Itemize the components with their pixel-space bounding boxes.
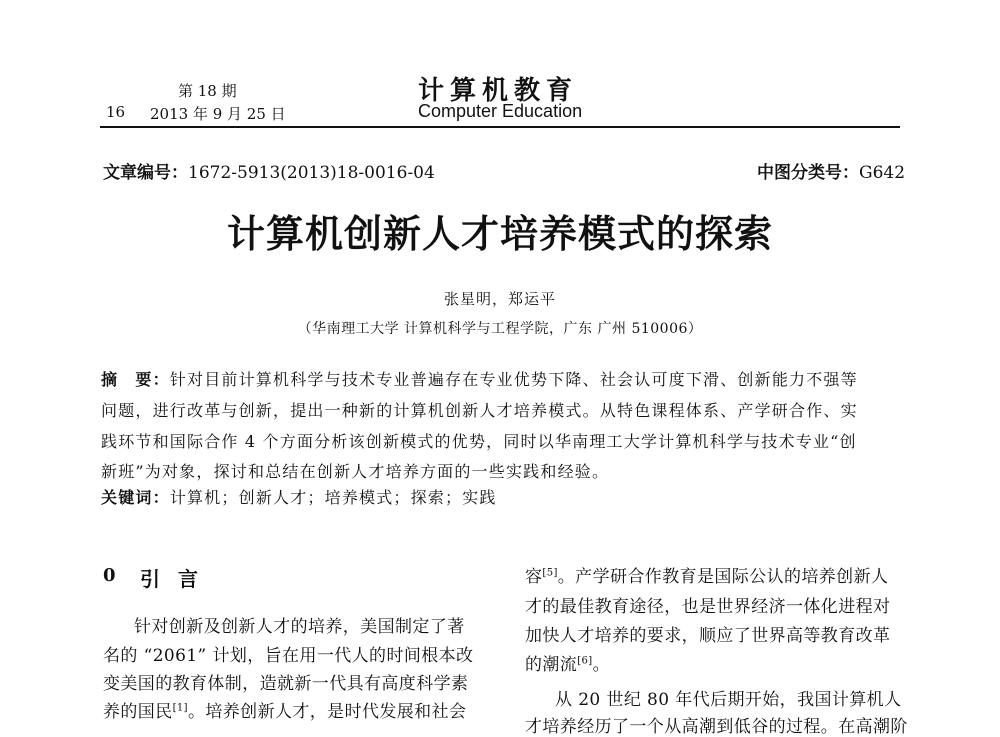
abstract-line [101,367,858,390]
article-number [103,158,435,183]
right-column-line: 才培养经历了一个从高潮到低谷的过程。在高潮阶 [525,717,908,737]
left-column-line: 针对创新及创新人才的培养，美国制定了著 [134,617,465,637]
abstract-line: 新班”为对象，探讨和总结在创新人才培养方面的一些实践和经验。 [101,462,610,481]
journal-name-cn: 计算机教育 [418,76,579,106]
abstract-text: 针对目前计算机科学与技术专业普遍存在专业优势下降、社会认可度下滑、创新能力不强等 [169,370,858,389]
left-column-line: 变美国的教育体制，造就新一代具有高度科学素 [103,674,469,694]
left-column-line [103,697,466,722]
right-column-line [525,562,888,587]
body-text: 。 [592,655,610,675]
body-text: 养的国民 [103,702,173,722]
right-column-line: 从 20 世纪 80 年代后期开始，我国计算机人 [555,690,902,710]
body-text: 。产学研合作教育是国际公认的培养创新人 [557,567,889,587]
body-text: 的潮流 [525,655,578,675]
keywords [101,485,497,508]
authors: 张星明，郑运平 [443,290,556,308]
citation-ref: [1] [172,702,188,714]
section-number: 0 [103,565,116,586]
article-number-value: 1672-5913(2013)18-0016-04 [188,163,435,183]
left-column-line: 名的 “2061” 计划，旨在用一代人的时间根本改 [103,646,474,666]
abstract-line: 践环节和国际合作 4 个方面分析该创新模式的优势，同时以华南理工大学计算机科学与技术专业“创 [101,432,857,451]
header-divider [100,126,900,128]
issue-number: 第 18 期 [178,82,237,100]
journal-name-en: Computer Education [418,101,583,121]
abstract-label: 摘 要： [101,370,170,389]
body-text: 。培养创新人才，是时代发展和社会 [187,702,467,722]
paper-title: 计算机创新人才培养模式的探索 [226,212,773,256]
section-title: 引言 [140,567,216,591]
classification-number [757,158,905,183]
classification-value: G642 [859,163,906,183]
citation-ref: [6] [577,655,593,667]
keywords-text: 计算机；创新人才；培养模式；探索；实践 [169,488,497,507]
body-text: 容 [525,567,543,587]
affiliation: （华南理工大学 计算机科学与工程学院，广东 广州 510006） [297,321,703,337]
article-number-label: 文章编号： [103,163,188,183]
page-number: 16 [106,103,126,121]
right-column-line: 才的最佳教育途径，也是世界经济一体化进程对 [525,597,891,617]
citation-ref: [5] [542,567,558,579]
right-column-line: 加快人才培养的要求，顺应了世界高等教育改革 [525,626,891,646]
right-column-line [525,650,610,675]
classification-label: 中图分类号： [757,163,859,183]
issue-date: 2013 年 9 月 25 日 [150,105,286,123]
abstract-line: 问题，进行改革与创新，提出一种新的计算机创新人才培养模式。从特色课程体系、产学研合作、实 [101,401,858,420]
keywords-label: 关键词： [101,488,170,507]
